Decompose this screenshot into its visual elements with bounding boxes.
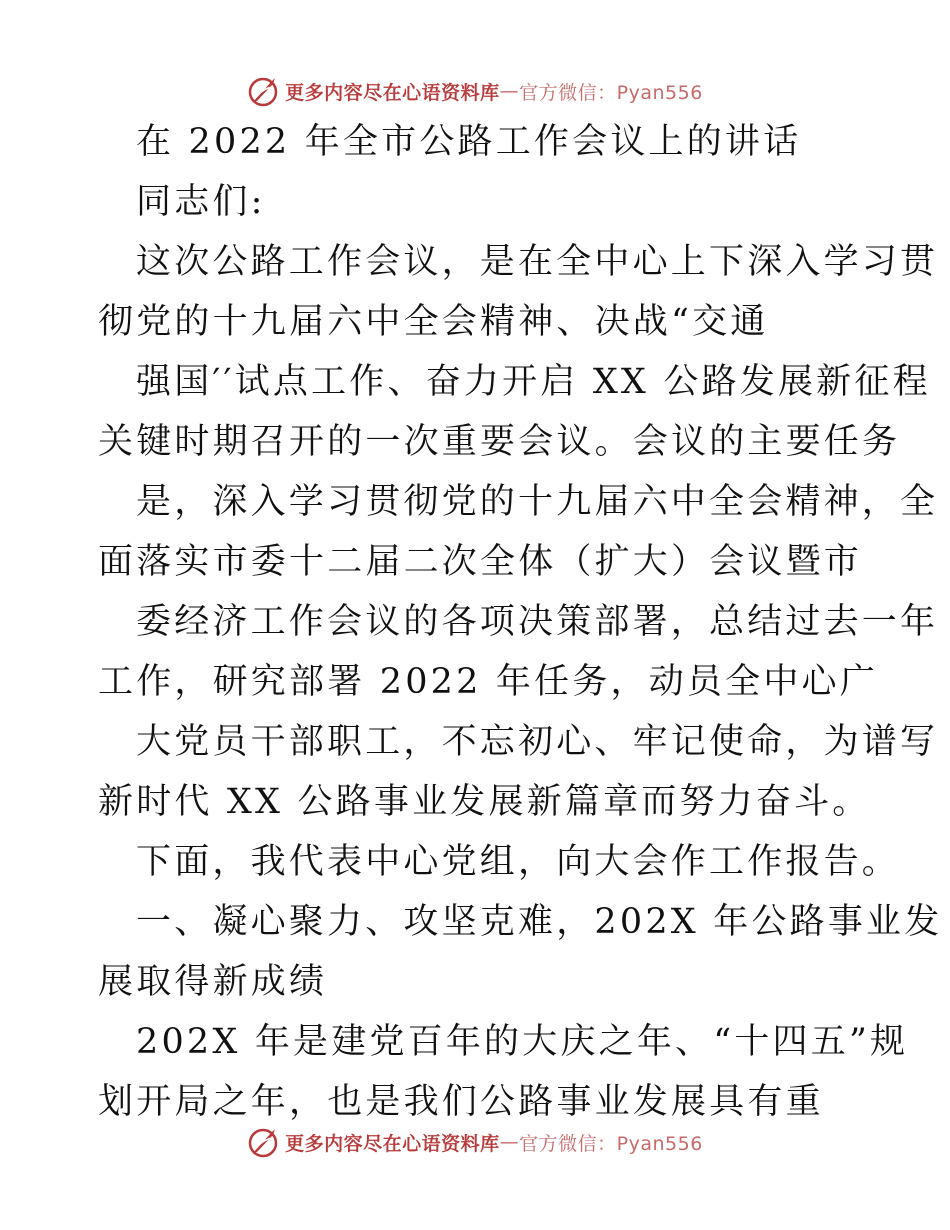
paragraph-line: 关键时期召开的一次重要会议。会议的主要任务: [98, 422, 901, 462]
quill-pen-icon: [247, 74, 281, 108]
watermark-separator: —: [499, 1131, 520, 1153]
paragraph-line: 面落实市委十二届二次全体（扩大）会议暨市: [98, 542, 863, 582]
paragraph-line: 这次公路工作会议，是在全中心上下深入学习贯: [136, 242, 939, 282]
watermark-text: 更多内容尽在心语资料库: [285, 81, 500, 104]
quill-pen-icon: [247, 1125, 281, 1159]
paragraph-line: 新时代 XX 公路事业发展新篇章而努力奋斗。: [98, 782, 871, 822]
watermark-text: 更多内容尽在心语资料库: [285, 1132, 500, 1155]
watermark-account: 官方微信：Pyan556: [519, 1132, 703, 1155]
section-heading-line: 展取得新成绩: [98, 962, 328, 1002]
paragraph-line: 下面，我代表中心党组，向大会作工作报告。: [136, 842, 901, 882]
paragraph-line: 强国′′试点工作、奋力开启 XX 公路发展新征程: [136, 362, 931, 402]
paragraph-line: 工作，研究部署 2022 年任务，动员全中心广: [98, 662, 878, 702]
paragraph-line: 是，深入学习贯彻党的十九届六中全会精神，全: [136, 482, 939, 522]
paragraph-line: 委经济工作会议的各项决策部署，总结过去一年: [136, 602, 939, 642]
watermark-footer: [0, 1125, 950, 1159]
paragraph-line: 彻党的十九届六中全会精神、决战“交通: [98, 302, 769, 342]
paragraph-line: 划开局之年，也是我们公路事业发展具有重: [98, 1082, 824, 1122]
watermark-separator: —: [499, 80, 520, 102]
paragraph-line: 大党员干部职工，不忘初心、牢记使命，为谱写: [136, 722, 939, 762]
document-title: 在 2022 年全市公路工作会议上的讲话: [136, 122, 802, 162]
paragraph-line: 202X 年是建党百年的大庆之年、“十四五”规: [136, 1022, 909, 1062]
paragraph-line: 同志们:: [136, 182, 266, 222]
watermark-account: 官方微信：Pyan556: [519, 81, 703, 104]
section-heading-line: 一、凝心聚力、攻坚克难，202X 年公路事业发: [136, 902, 943, 942]
watermark-header: [0, 74, 950, 108]
